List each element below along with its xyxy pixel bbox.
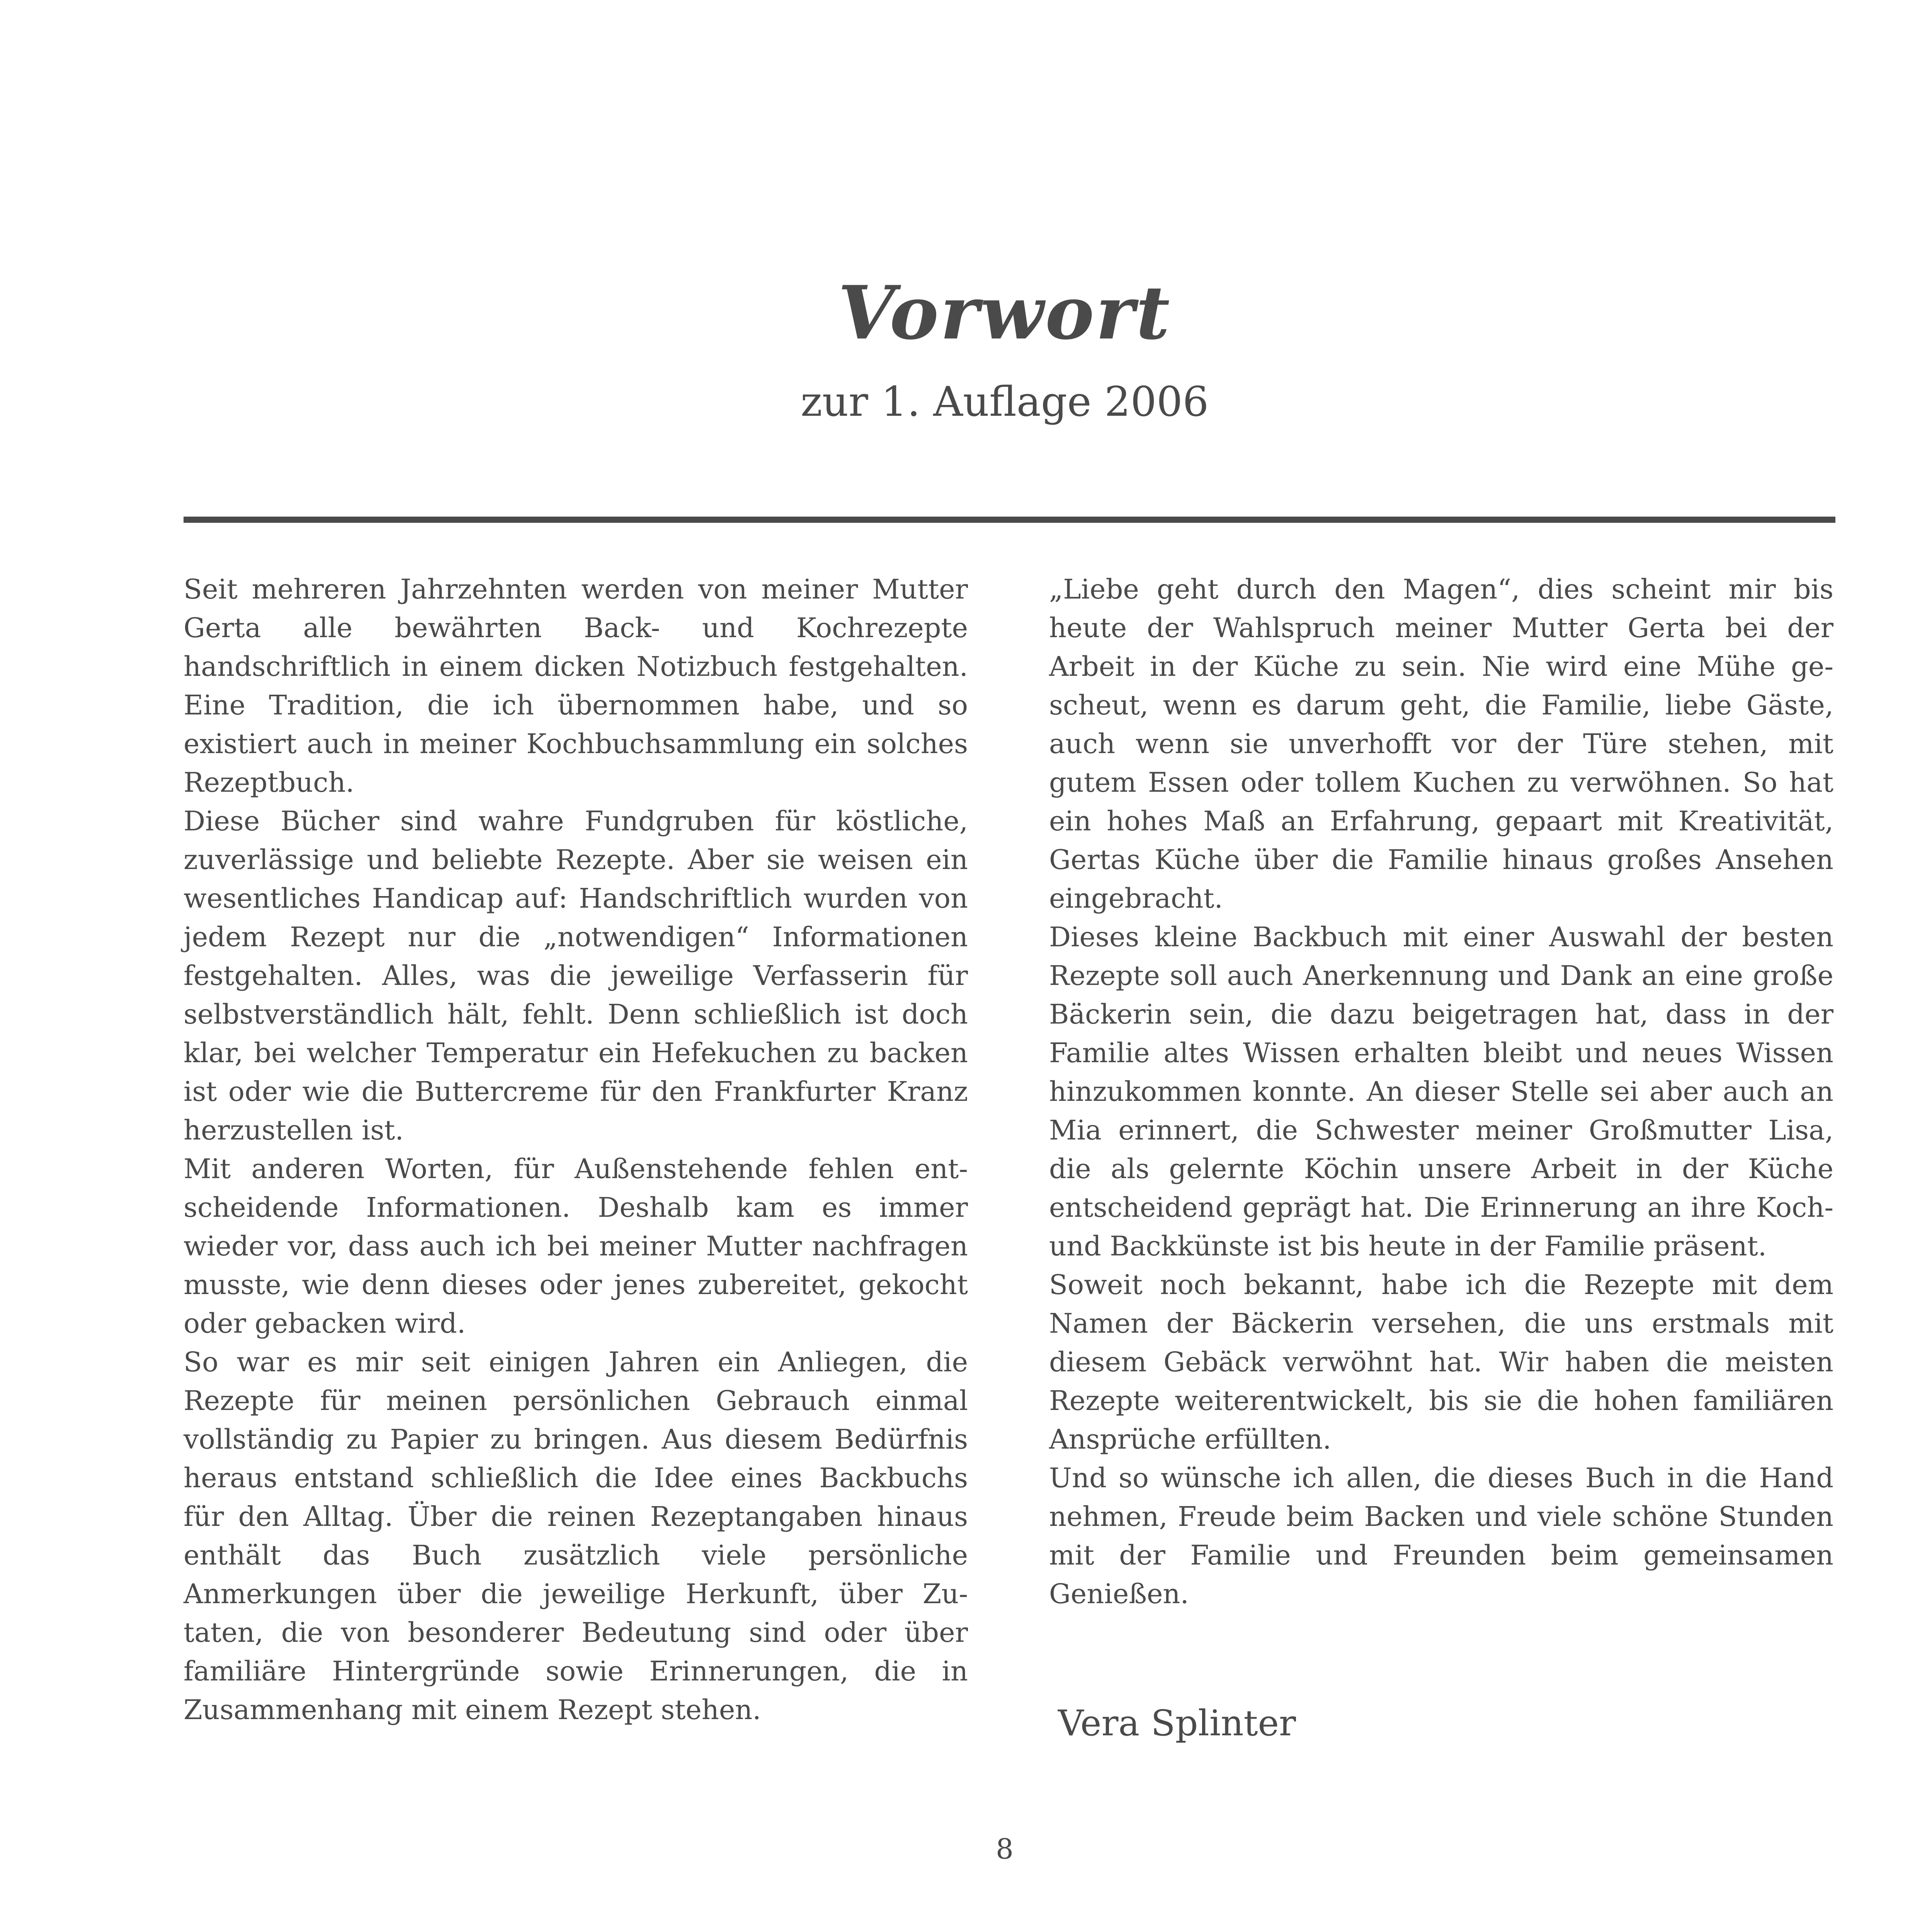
right-text-column <box>1049 570 1833 1613</box>
paragraph: Diese Bücher sind wahre Fundgruben für köstliche, zuverlässige und beliebte Rezepte. Aber sie weisen ein wesentliches Handicap auf: Handschriftlich wurden von jedem Rezept nur die „notwendigen“ Informationen festgehalten. Alles, was die jeweilige Verfasserin für selbstverständlich hält, fehlt. Denn schließlich ist doch klar, bei welcher Temperatur ein Hefekuchen zu backen ist oder wie die Buttercreme für den Frankfurter Kranz herzustellen ist. <box>184 805 968 1146</box>
paragraph: Seit mehreren Jahrzehnten werden von meiner Mutter Gerta alle bewährten Back- und Kochrezepte handschriftlich in einem dicken Notizbuch festgehalten. Eine Tradition, die ich übernommen habe, und so existiert auch in meiner Kochbuchsammlung ein solches Rezeptbuch. <box>184 573 968 798</box>
left-text-column <box>184 570 968 1729</box>
paragraph: Und so wünsche ich allen, die dieses Buch in die Hand nehmen, Freude beim Backen und viele schöne Stunden mit der Familie und Freunden beim gemeinsamen Genießen. <box>1049 1462 1833 1610</box>
author-signature: Vera Splinter <box>1058 1702 1296 1744</box>
page-number: 8 <box>996 1833 1014 1865</box>
paragraph: Soweit noch bekannt, habe ich die Rezepte mit dem Namen der Bäckerin versehen, die uns erstmals mit diesem Gebäck verwöhnt hat. Wir haben die meisten Rezepte weiterentwickelt, bis sie die hohen familiären Ansprüche erfüllten. <box>1049 1269 1833 1455</box>
page-subtitle: zur 1. Auflage 2006 <box>800 378 1209 425</box>
paragraph: So war es mir seit einigen Jahren ein Anliegen, die Rezepte für meinen persönlichen Gebrauch einmal vollständig zu Papier zu bringen. Aus diesem Bedürfnis heraus entstand schließlich die Idee eines Backbuchs für den Alltag. Über die reinen Rezeptangaben hinaus enthält das Buch zusätzlich viele persönliche Anmerkungen über die jeweilige Herkunft, über Zutaten, die von besonderer Bedeutung sind oder über familiäre Hintergründe sowie Erinnerungen, die in Zusammenhang mit einem Rezept stehen. <box>184 1346 968 1726</box>
page-title: Vorwort <box>838 270 1172 356</box>
paragraph: Dieses kleine Backbuch mit einer Auswahl der besten Rezepte soll auch Anerkennung und Dank an eine große Bäckerin sein, die dazu beigetragen hat, dass in der Familie altes Wissen erhalten bleibt und neues Wissen hinzukommen konnte. An dieser Stelle sei aber auch an Mia erinnert, die Schwester meiner Großmutter Lisa, die als gelernte Köchin unsere Arbeit in der Küche entscheidend geprägt hat. Die Erinnerung an ihre Koch- und Backkünste ist bis heute in der Familie präsent. <box>1049 921 1833 1262</box>
paragraph: Mit anderen Worten, für Außenstehende fehlen entscheidende Informationen. Deshalb kam es immer wieder vor, dass auch ich bei meiner Mutter nachfragen musste, wie denn dieses oder jenes zubereitet, gekocht oder gebacken wird. <box>184 1153 968 1339</box>
paragraph: „Liebe geht durch den Magen“, dies scheint mir bis heute der Wahlspruch meiner Mutter Gerta bei der Arbeit in der Küche zu sein. Nie wird eine Mühe gescheut, wenn es darum geht, die Familie, liebe Gäste, auch wenn sie unverhofft vor der Türe stehen, mit gutem Essen oder tollem Kuchen zu verwöhnen. So hat ein hohes Maß an Erfahrung, gepaart mit Kreativität, Gertas Küche über die Familie hinaus großes Ansehen eingebracht. <box>1049 573 1833 914</box>
divider-rule <box>184 517 1835 523</box>
